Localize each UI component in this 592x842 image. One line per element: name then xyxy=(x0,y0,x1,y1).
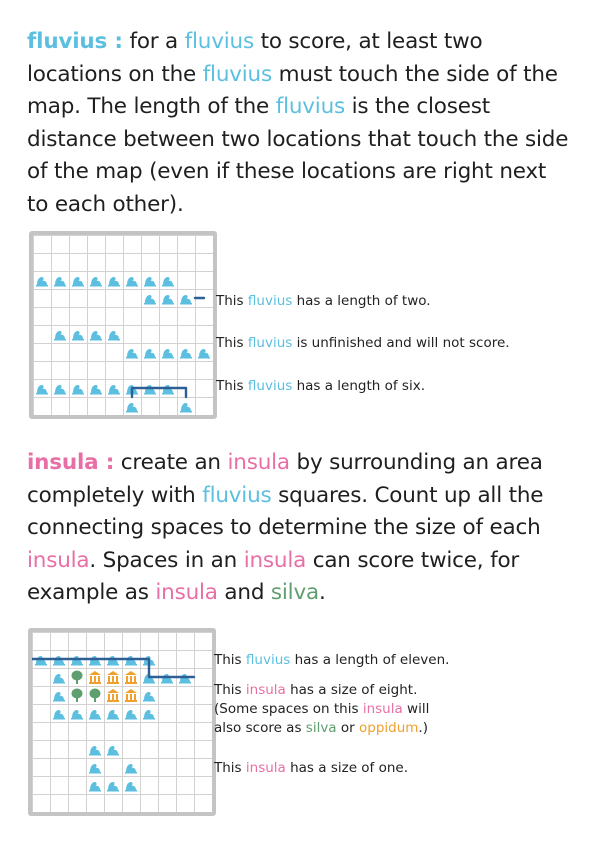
water-wave-icon xyxy=(143,710,155,720)
water-wave-icon xyxy=(162,295,174,305)
caption-size-one xyxy=(214,759,408,777)
caption-text: This xyxy=(216,335,248,351)
water-wave-icon xyxy=(53,692,65,702)
water-wave-icon xyxy=(108,277,120,287)
rule-text: create an xyxy=(114,450,228,475)
caption-text: has a length of two. xyxy=(292,293,431,309)
fluvius-keyword: fluvius xyxy=(202,482,272,508)
building-icon xyxy=(107,689,119,702)
water-wave-icon xyxy=(72,277,84,287)
caption-size-eight xyxy=(214,681,417,699)
insula-keyword: insula xyxy=(27,547,90,573)
water-wave-icon xyxy=(125,656,137,666)
fluvius-keyword: fluvius xyxy=(247,378,293,394)
water-wave-icon xyxy=(72,385,84,395)
rule-text: must touch the side of the map. The length of the xyxy=(27,61,558,119)
water-wave-icon xyxy=(35,656,47,666)
water-wave-icon xyxy=(125,764,137,774)
fluvius-keyword: fluvius xyxy=(184,29,254,54)
water-wave-icon xyxy=(162,349,174,359)
caption-text: has a size of one. xyxy=(285,760,409,776)
fluvius-example-tiles xyxy=(33,235,213,415)
water-wave-icon xyxy=(53,674,65,684)
rule-text: . Spaces in an xyxy=(89,547,244,573)
insula-keyword: insula xyxy=(245,760,286,776)
oppidum-keyword: oppidum xyxy=(358,720,419,736)
water-wave-icon xyxy=(180,403,192,413)
water-wave-icon xyxy=(107,782,119,792)
building-icon xyxy=(125,671,137,684)
fluvius-keyword: fluvius xyxy=(245,652,291,668)
water-wave-icon xyxy=(36,385,48,395)
caption-text: This xyxy=(216,293,248,309)
caption-unfinished xyxy=(216,334,510,352)
insula-keyword: insula xyxy=(245,682,286,698)
water-wave-icon xyxy=(89,656,101,666)
water-wave-icon xyxy=(125,782,137,792)
caption-note-line-2 xyxy=(214,719,428,737)
water-wave-icon xyxy=(108,331,120,341)
rule-text: to score, at least two locations on the xyxy=(27,29,483,87)
water-wave-icon xyxy=(162,277,174,287)
insula-keyword: insula xyxy=(227,450,290,475)
caption-text: has a size of eight. xyxy=(285,682,418,698)
silva-keyword: silva xyxy=(305,720,337,736)
fluvius-route-line xyxy=(132,388,186,397)
water-wave-icon xyxy=(126,403,138,413)
fluvius-term: fluvius : xyxy=(27,29,123,54)
water-wave-icon xyxy=(108,385,120,395)
water-wave-icon xyxy=(180,349,192,359)
water-wave-icon xyxy=(125,710,137,720)
water-wave-icon xyxy=(54,385,66,395)
water-wave-icon xyxy=(180,295,192,305)
water-wave-icon xyxy=(107,746,119,756)
caption-note-line-1 xyxy=(214,700,429,718)
rule-text: and xyxy=(217,580,271,605)
water-wave-icon xyxy=(144,349,156,359)
tree-icon xyxy=(72,689,83,703)
water-wave-icon xyxy=(89,710,101,720)
water-wave-icon xyxy=(161,674,173,684)
caption-text: also score as xyxy=(214,720,306,736)
tree-icon xyxy=(90,689,101,703)
water-wave-icon xyxy=(179,674,191,684)
water-wave-icon xyxy=(126,277,138,287)
fluvius-keyword: fluvius xyxy=(247,335,293,351)
caption-text: or xyxy=(336,720,359,736)
water-wave-icon xyxy=(126,349,138,359)
water-wave-icon xyxy=(54,331,66,341)
building-icon xyxy=(107,671,119,684)
insula-keyword: insula xyxy=(155,580,218,605)
water-wave-icon xyxy=(198,349,210,359)
caption-text: is unfinished and will not score. xyxy=(292,335,510,351)
insula-rule-paragraph xyxy=(27,447,572,610)
rule-text: for a xyxy=(122,29,185,54)
water-wave-icon xyxy=(144,385,156,395)
water-wave-icon xyxy=(89,746,101,756)
water-wave-icon xyxy=(90,277,102,287)
water-wave-icon xyxy=(89,782,101,792)
building-icon xyxy=(89,671,101,684)
water-wave-icon xyxy=(53,656,65,666)
water-wave-icon xyxy=(90,331,102,341)
caption-text: This xyxy=(216,378,248,394)
water-wave-icon xyxy=(107,656,119,666)
water-wave-icon xyxy=(144,295,156,305)
insula-term: insula : xyxy=(27,450,115,475)
caption-length-six xyxy=(216,377,425,395)
caption-length-two xyxy=(216,292,431,310)
rule-text: by surrounding an area completely with xyxy=(27,450,543,508)
water-wave-icon xyxy=(71,710,83,720)
silva-keyword: silva xyxy=(270,580,319,605)
water-wave-icon xyxy=(107,710,119,720)
caption-text: .) xyxy=(418,720,428,736)
building-icon xyxy=(125,689,137,702)
insula-example-map xyxy=(28,628,216,816)
water-wave-icon xyxy=(36,277,48,287)
caption-text: This xyxy=(214,652,246,668)
caption-text: This xyxy=(214,682,246,698)
water-wave-icon xyxy=(143,692,155,702)
tree-icon xyxy=(72,671,83,685)
fluvius-keyword: fluvius xyxy=(275,94,345,119)
rule-text: can score twice, for example as xyxy=(27,547,520,605)
caption-text: has a length of six. xyxy=(292,378,425,394)
water-wave-icon xyxy=(54,277,66,287)
water-wave-icon xyxy=(72,331,84,341)
fluvius-rule-paragraph xyxy=(27,26,572,221)
rule-text: squares. Count up all the connecting spaces to determine the size of each xyxy=(27,482,544,540)
caption-text: (Some spaces on this xyxy=(214,701,363,717)
water-wave-icon xyxy=(144,277,156,287)
fluvius-keyword: fluvius xyxy=(247,293,293,309)
water-wave-icon xyxy=(71,656,83,666)
fluvius-example-map xyxy=(29,231,217,419)
water-wave-icon xyxy=(53,710,65,720)
caption-text: This xyxy=(214,760,246,776)
rule-text: is the closest distance between two locations that touch the side of the map (even if these locations are right next to each other). xyxy=(27,94,569,217)
insula-keyword: insula xyxy=(243,547,307,573)
caption-length-eleven xyxy=(214,651,449,669)
insula-example-tiles xyxy=(32,632,212,812)
water-wave-icon xyxy=(89,764,101,774)
caption-text: will xyxy=(402,701,430,717)
water-wave-icon xyxy=(162,385,174,395)
insula-keyword: insula xyxy=(362,701,403,717)
water-wave-icon xyxy=(90,385,102,395)
fluvius-keyword: fluvius xyxy=(202,61,272,87)
caption-text: has a length of eleven. xyxy=(290,652,450,668)
rule-text: . xyxy=(318,580,326,605)
